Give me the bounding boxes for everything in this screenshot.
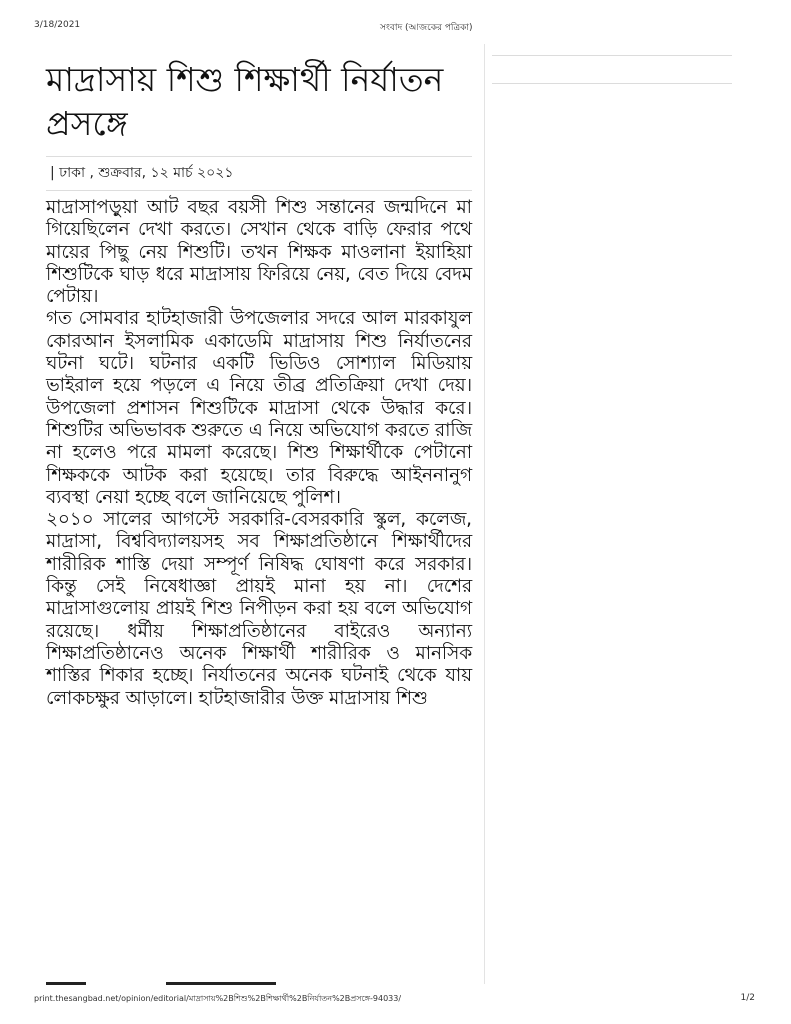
print-date: 3/18/2021 [34, 20, 81, 30]
article-dateline: | ঢাকা , শুক্রবার, ১২ মার্চ ২০২১ [46, 156, 472, 191]
article-body [46, 197, 472, 710]
print-site-title: সংবাদ (আজকের পত্রিকা) [380, 23, 473, 33]
page-cutoff-text [46, 982, 472, 992]
article-paragraph: মাদ্রাসাপড়ুয়া আট বছর বয়সী শিশু সন্তানের জন্মদিনে মা গিয়েছিলেন দেখা করতে। সেখান থেকে বাড়ি ফেরার পথে মায়ের পিছু নেয় শিশুটি। তখন শিক্ষক মাওলানা ইয়াহিয়া শিশুটিকে ঘাড় ধরে মাদ্রাসায় ফিরিয়ে নেয়, বেত দিয়ে বেদম পেটায়। [46, 197, 472, 308]
article [46, 58, 472, 710]
column-divider [484, 44, 485, 984]
article-paragraph: ২০১০ সালের আগস্টে সরকারি-বেসরকারি স্কুল, কলেজ, মাদ্রাসা, বিশ্ববিদ্যালয়সহ সব শিক্ষাপ্রতিষ্ঠানে শিক্ষার্থীদের শারীরিক শাস্তি দেয়া সম্পূর্ণ নিষিদ্ধ ঘোষণা করে সরকার। কিন্তু সেই নিষেধাজ্ঞা প্রায়ই মানা হয় না। দেশের মাদ্রাসাগুলোয় প্রায়ই শিশু নিপীড়ন করা হয় বলে অভিযোগ রয়েছে। ধর্মীয় শিক্ষাপ্রতিষ্ঠানের বাইরেও অন্যান্য শিক্ষাপ্রতিষ্ঠানেও অনেক শিক্ষার্থী শারীরিক ও মানসিক শাস্তির শিকার হচ্ছে। নির্যাতনের অনেক ঘটনাই থেকে যায় লোকচক্ষুর আড়ালে। হাটহাজারীর উক্ত মাদ্রাসায় শিশু [46, 509, 472, 709]
sidebar-rule [492, 83, 732, 84]
sidebar-rule [492, 55, 732, 56]
print-url: print.thesangbad.net/opinion/editorial/মাদ্রাসায়%2Bশিশু%2Bশিক্ষার্থী%2Bনির্যাতন%2Bপ্রসঙ্গে-94033/ [34, 994, 402, 1003]
article-headline: মাদ্রাসায় শিশু শিক্ষার্থী নির্যাতন প্রসঙ্গে [46, 60, 444, 143]
article-paragraph: গত সোমবার হাটহাজারী উপজেলার সদরে আল মারকাযুল কোরআন ইসলামিক একাডেমি মাদ্রাসায় শিশু নির্যাতনের ঘটনা ঘটে। ঘটনার একটি ভিডিও সোশ্যাল মিডিয়ায় ভাইরাল হয়ে পড়লে এ নিয়ে তীব্র প্রতিক্রিয়া দেখা দেয়। উপজেলা প্রশাসন শিশুটিকে মাদ্রাসা থেকে উদ্ধার করে। শিশুটির অভিভাবক শুরুতে এ নিয়ে অভিযোগ করতে রাজি না হলেও পরে মামলা করেছে। শিশু শিক্ষার্থীকে পেটানো শিক্ষককে আটক করা হয়েছে। তার বিরুদ্ধে আইননানুগ ব্যবস্থা নেয়া হচ্ছে বলে জানিয়েছে পুলিশ। [46, 308, 472, 508]
page-number: 1/2 [740, 993, 755, 1003]
